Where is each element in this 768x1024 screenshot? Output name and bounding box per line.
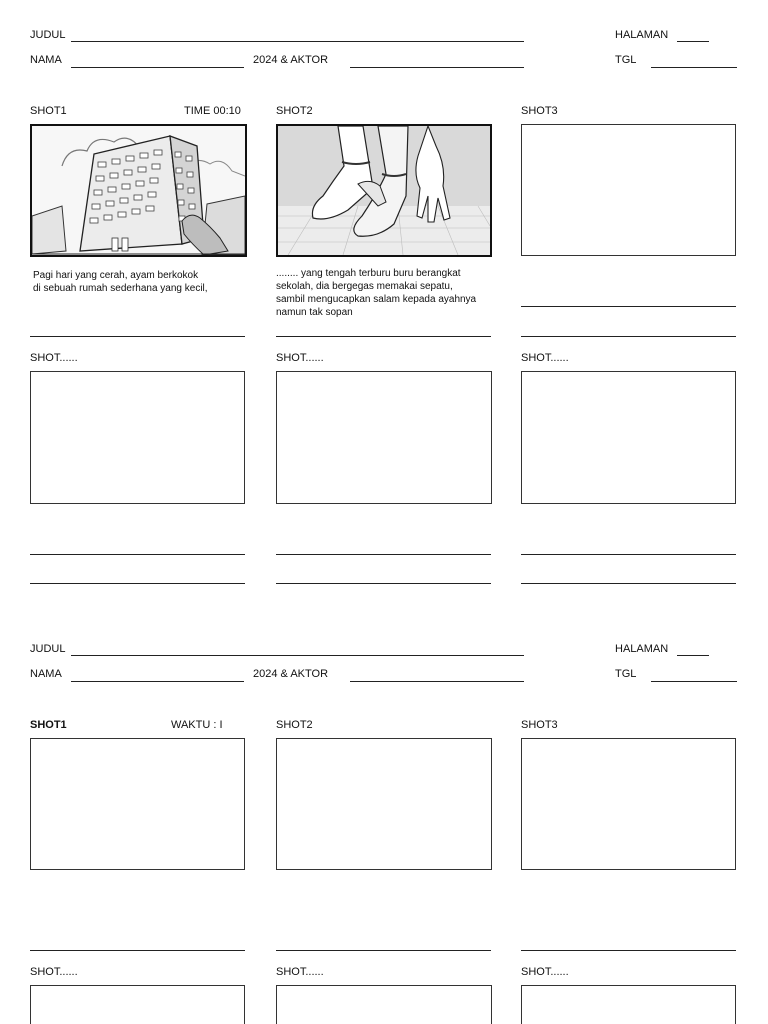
shot2-note-line: [276, 336, 491, 337]
shot3-frame-2: [521, 738, 736, 870]
shot2-frame: [276, 124, 492, 257]
shot3-note-line-2: [521, 336, 736, 337]
halaman-line-2: [677, 655, 709, 656]
building-sketch-image: [32, 126, 245, 255]
nama-line-2: [71, 681, 244, 682]
shot4-note-line-2: [30, 583, 245, 584]
shot2-caption-line-3: sambil mengucapkan salam kepada ayahnya: [276, 294, 477, 305]
judul-line: [71, 41, 524, 42]
shot2-caption: [276, 267, 476, 319]
judul-label-2: JUDUL: [30, 643, 66, 655]
shot3-label: SHOT3: [521, 105, 558, 117]
shot1-time: TIME 00:10: [184, 105, 241, 117]
shot1-frame: [30, 124, 247, 257]
shoe-wearing-sketch-image: [278, 126, 490, 255]
year-aktor-label-2: 2024 & AKTOR: [253, 668, 329, 680]
tgl-line: [651, 67, 737, 68]
halaman-line: [677, 41, 709, 42]
shot3-label-2: SHOT3: [521, 719, 558, 731]
tgl-line-2: [651, 681, 737, 682]
halaman-label-2: HALAMAN: [615, 643, 669, 655]
shot1-caption-line-2: di sebuah rumah sederhana yang kecil,: [33, 283, 208, 294]
shot1-waktu: WAKTU : I: [171, 719, 223, 731]
halaman-label: HALAMAN: [615, 29, 669, 41]
shot2-label: SHOT2: [276, 105, 313, 117]
shot1-label-2: SHOT1: [30, 719, 67, 731]
shot1-note-line: [30, 336, 245, 337]
aktor-line: [350, 67, 524, 68]
shot4-frame: [30, 371, 245, 504]
shot2-caption-line-4: namun tak sopan: [276, 307, 353, 318]
shot2-caption-line-1: ........ yang tengah terburu buru berangkat: [276, 268, 461, 279]
shot6-frame: [521, 371, 736, 504]
shot4-note-line-1: [30, 554, 245, 555]
shot3-frame: [521, 124, 736, 256]
shot4-label: SHOT......: [30, 352, 78, 364]
judul-label: JUDUL: [30, 29, 66, 41]
shot1-caption-line-1: Pagi hari yang cerah, ayam berkokok: [33, 270, 199, 281]
shot2-label-2: SHOT2: [276, 719, 313, 731]
shot4-label-2: SHOT......: [30, 966, 78, 978]
shot5-frame-2: [276, 985, 492, 1024]
shot5-note-line-1: [276, 554, 491, 555]
aktor-line-2: [350, 681, 524, 682]
shot3-note-line-sheet2: [521, 950, 736, 951]
shot4-frame-2: [30, 985, 245, 1024]
shot6-label: SHOT......: [521, 352, 569, 364]
shot2-frame-2: [276, 738, 492, 870]
shot3-note-line-1: [521, 306, 736, 307]
shot1-label: SHOT1: [30, 105, 67, 117]
nama-label-2: NAMA: [30, 668, 62, 680]
shot5-label-2: SHOT......: [276, 966, 324, 978]
tgl-label-2: TGL: [615, 668, 637, 680]
year-aktor-label: 2024 & AKTOR: [253, 54, 329, 66]
judul-line-2: [71, 655, 524, 656]
tgl-label: TGL: [615, 54, 637, 66]
shot1-note-line-sheet2: [30, 950, 245, 951]
shot5-label: SHOT......: [276, 352, 324, 364]
shot6-note-line-1: [521, 554, 736, 555]
shot2-note-line-sheet2: [276, 950, 491, 951]
shot2-caption-line-2: sekolah, dia bergegas memakai sepatu,: [276, 281, 453, 292]
shot1-caption: [33, 269, 208, 295]
shot1-frame-2: [30, 738, 245, 870]
nama-line: [71, 67, 244, 68]
shot6-frame-2: [521, 985, 736, 1024]
shot5-note-line-2: [276, 583, 491, 584]
nama-label: NAMA: [30, 54, 62, 66]
shot6-note-line-2: [521, 583, 736, 584]
shot6-label-2: SHOT......: [521, 966, 569, 978]
shot5-frame: [276, 371, 492, 504]
